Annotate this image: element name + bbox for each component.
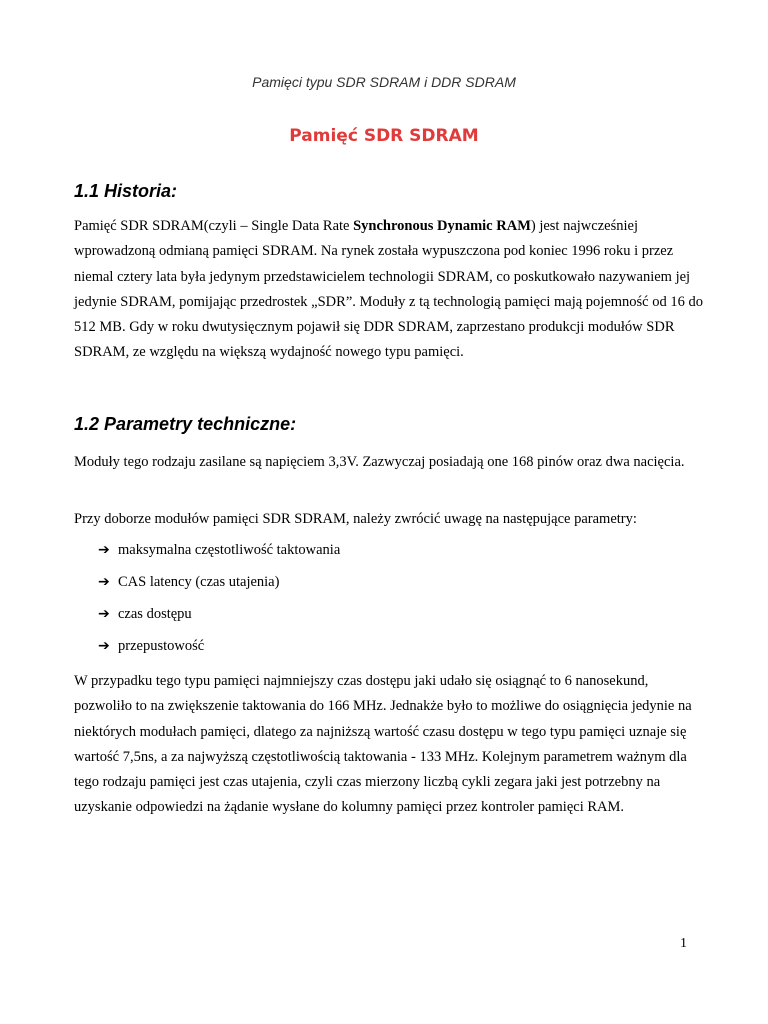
parameter-list bbox=[98, 538, 340, 666]
historia-text-rest: ) jest najwcześniej wprowadzoną odmianą pamięci SDRAM. Na rynek została wypuszczona pod koniec 1996 roku i przez niemal cztery lata była jedynym przedstawicielem technologii SDRAM, co poskutkowało nazywaniem jej jedynie SDRAM, pomijając przedrostek „SDR”. Moduły z tą technologią pamięci mają pojemność od 16 do 512 MB. Gdy w roku dwutysięcznym pojawił się DDR SDRAM, zaprzestano produkcji modułów SDR SDRAM, ze względu na większą wydajność nowego typu pamięci. bbox=[74, 218, 703, 361]
parametry-paragraph-voltage: Moduły tego rodzaju zasilane są napięciem 3,3V. Zazwyczaj posiadają one 168 pinów oraz dwa nacięcia. bbox=[74, 454, 685, 470]
section-heading-parametry: 1.2 Parametry techniczne: bbox=[74, 414, 297, 434]
parametry-paragraph-details: W przypadku tego typu pamięci najmniejszy czas dostępu jaki udało się osiągnąć to 6 nanosekund, pozwoliło to na zwiększenie taktowania do 166 MHz. Jednakże było to możliwe do osiągnięcia jedynie na niektórych modułach pamięci, dlatego za najniższą wartość czasu dostępu w tego typu pamięci uznaje się wartość 7,5ns, a za najwyższą częstotliwością taktowania - 133 MHz. Kolejnym parametrem ważnym dla tego rodzaju pamięci jest czas utajenia, czyli czas mierzony liczbą cykli zegara jaki jest potrzebny na uzyskanie odpowiedzi na żądanie wysłane do kolumny pamięci przez kontroler pamięci RAM. bbox=[74, 673, 692, 816]
list-item bbox=[98, 538, 340, 570]
list-item-text: przepustowość bbox=[118, 638, 205, 654]
historia-text-lead: Pamięć SDR SDRAM(czyli – Single Data Rate bbox=[74, 218, 354, 234]
historia-paragraph bbox=[74, 214, 704, 366]
document-title: Pamięć SDR SDRAM bbox=[289, 126, 479, 146]
section-heading-historia: 1.1 Historia: bbox=[74, 181, 178, 201]
arrow-right-icon: ➔ bbox=[98, 542, 110, 558]
list-item-text: czas dostępu bbox=[118, 606, 192, 622]
list-item-text: CAS latency (czas utajenia) bbox=[118, 574, 280, 590]
parametry-paragraph-intro: Przy doborze modułów pamięci SDR SDRAM, należy zwrócić uwagę na następujące parametry: bbox=[74, 511, 637, 527]
list-item bbox=[98, 634, 340, 666]
list-item bbox=[98, 602, 340, 634]
page-number: 1 bbox=[680, 936, 687, 951]
historia-text-bold: Synchronous Dynamic RAM bbox=[353, 218, 531, 234]
arrow-right-icon: ➔ bbox=[98, 638, 110, 654]
list-item bbox=[98, 570, 340, 602]
arrow-right-icon: ➔ bbox=[98, 606, 110, 622]
running-header: Pamięci typu SDR SDRAM i DDR SDRAM bbox=[252, 74, 516, 90]
arrow-right-icon: ➔ bbox=[98, 574, 110, 590]
list-item-text: maksymalna częstotliwość taktowania bbox=[118, 542, 341, 558]
